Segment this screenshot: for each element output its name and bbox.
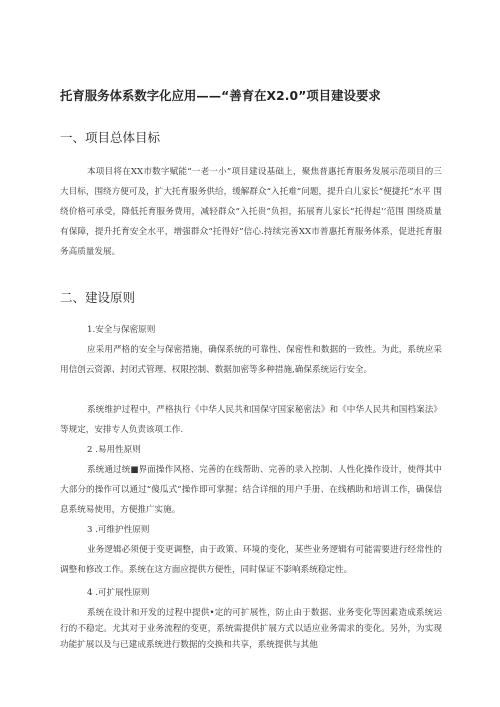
document-title: 托育服务体系数字化应用——“善育在X2.0”项目建设要求 (60, 89, 381, 103)
principle-1-heading: 1.安全与保密原则 (87, 325, 156, 335)
principle-1-paragraph-1: 应采用严格的安全与保密措施，确保系统的可靠性、保密性和数据的一致性。为此，系统应采用信创云资源、封闭式管理、权限控制、数据加密等多种措施,确保系统运行安全。 (60, 345, 442, 375)
principle-3-paragraph: 业务逻辑必须便于变更调整，由于政策、环境的变化，某些业务逻辑有可能需要进行经常性的调整和修改工作。系统在这方面应提供方便性，同时保证不影响系统稳定性。 (60, 545, 442, 575)
principle-4-heading: 4 .可扩展性原则 (87, 588, 150, 598)
principle-4-paragraph: 系统在设计和开发的过程中提供•定的可扩展性，防止由于数据、业务变化等因素造成系统运行的不稳定。尤其对于业务流程的变更，系统需提供扩展方式以适应业务需求的变化。另外，为实现功能扩展以及与已建成系统进行数据的交换和共享，系统提供与其他 (60, 608, 442, 650)
principle-3-heading: 3 .可维护性原则 (87, 525, 150, 535)
principle-1-paragraph-2: 系统维护过程中，严格执行《中华人民共和国保守国家秘密法》和《中华人民共和国档案法》等规定，安排专人负责该项工作. (60, 405, 442, 435)
section-1-paragraph: 本项目将在XX市数字赋能“一老一小”项目建设基础上，聚焦普惠托育服务发展示范项目的三大目标，围绕方便可及，扩大托育服务供给，缓解群众“入托难”问题，提升白儿家长“便捷托”水平 围绕价格可承受，降低托育服务费用，减轻群众“入托贵”负担，拓展育儿家长“托得起’’范围 围绕质量有保障，提升托育安全水平，增强群众“托得好”信心.持续完善XX市普惠托育服务体系，促进托育服务高质量发展。 (60, 167, 442, 257)
section-1-heading: 一、项目总体目标 (60, 130, 161, 145)
section-2-heading: 二、建设原则 (60, 290, 136, 305)
principle-2-paragraph: 系统通过统■界面操作风格、完善的在线帮助、完善的录入控制、人性化操作设计，使得其中大部分的操作可以通过“傻瓜式”操作即可掌握；结合详细的用户手册、在线栖助和培训工作，确保信息系统易使用，方便推广实施。 (60, 465, 442, 515)
principle-2-heading: 2 .易用性原则 (87, 445, 141, 455)
